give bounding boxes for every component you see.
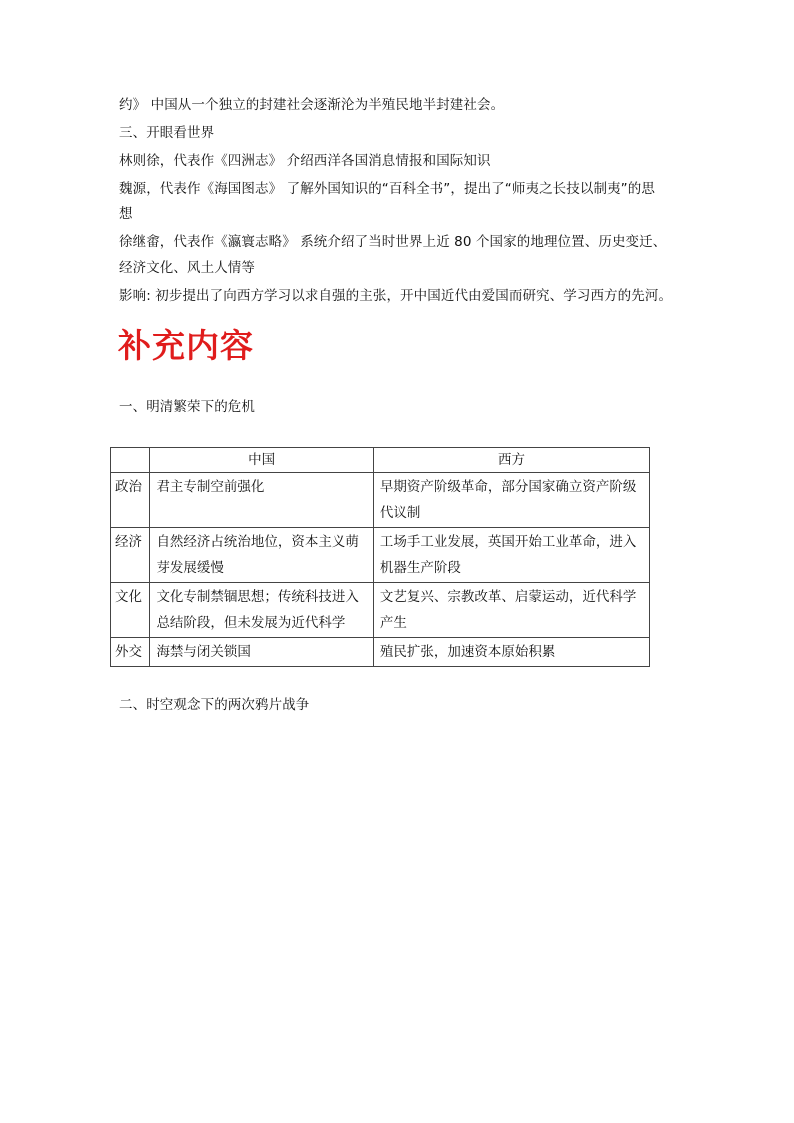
china-cell: 文化专制禁锢思想；传统科技进入总结阶段，但未发展为近代科学 xyxy=(150,583,373,638)
china-cell: 自然经济占统治地位，资本主义萌芽发展缓慢 xyxy=(150,528,373,583)
row-label: 文化 xyxy=(111,583,150,638)
china-cell: 君主专制空前强化 xyxy=(150,473,373,528)
table-header-cell: 中国 xyxy=(150,448,373,473)
comparison-table xyxy=(110,447,650,667)
text-line: 约》 中国从一个独立的封建社会逐渐沦为半殖民地半封建社会。 xyxy=(119,97,505,113)
text-line: 想 xyxy=(119,206,133,222)
page-heading: 补充内容 xyxy=(118,326,254,365)
row-label: 经济 xyxy=(111,528,150,583)
table-row xyxy=(111,583,650,638)
table-row xyxy=(111,638,650,667)
text-line: 林则徐，代表作《四洲志》 介绍西洋各国消息情报和国际知识 xyxy=(119,153,491,169)
text-line: 经济文化、风土人情等 xyxy=(119,260,255,276)
row-label: 外交 xyxy=(111,638,150,667)
west-cell: 工场手工业发展，英国开始工业革命，进入机器生产阶段 xyxy=(373,528,649,583)
west-cell: 殖民扩张，加速资本原始积累 xyxy=(373,638,649,667)
table-header-cell xyxy=(111,448,150,473)
west-cell: 文艺复兴、宗教改革、启蒙运动，近代科学产生 xyxy=(373,583,649,638)
row-label: 政治 xyxy=(111,473,150,528)
text-line: 影响: 初步提出了向西方学习以求自强的主张，开中国近代由爱国而研究、学习西方的先河。 xyxy=(119,288,673,304)
table-row xyxy=(111,473,650,528)
section-title-opium-wars: 二、时空观念下的两次鸦片战争 xyxy=(119,697,310,713)
table-header-row xyxy=(111,448,650,473)
table-header-cell: 西方 xyxy=(373,448,649,473)
west-cell: 早期资产阶级革命，部分国家确立资产阶级代议制 xyxy=(373,473,649,528)
section-title-crisis: 一、明清繁荣下的危机 xyxy=(119,399,255,415)
text-line: 魏源，代表作《海国图志》 了解外国知识的“百科全书”，提出了“师夷之长技以制夷”的思 xyxy=(119,181,655,197)
table-row xyxy=(111,528,650,583)
section-title-open-eyes: 三、开眼看世界 xyxy=(119,125,215,141)
china-cell: 海禁与闭关锁国 xyxy=(150,638,373,667)
text-line: 徐继畬，代表作《瀛寰志略》 系统介绍了当时世界上近 80 个国家的地理位置、历史变迁、 xyxy=(119,234,667,250)
